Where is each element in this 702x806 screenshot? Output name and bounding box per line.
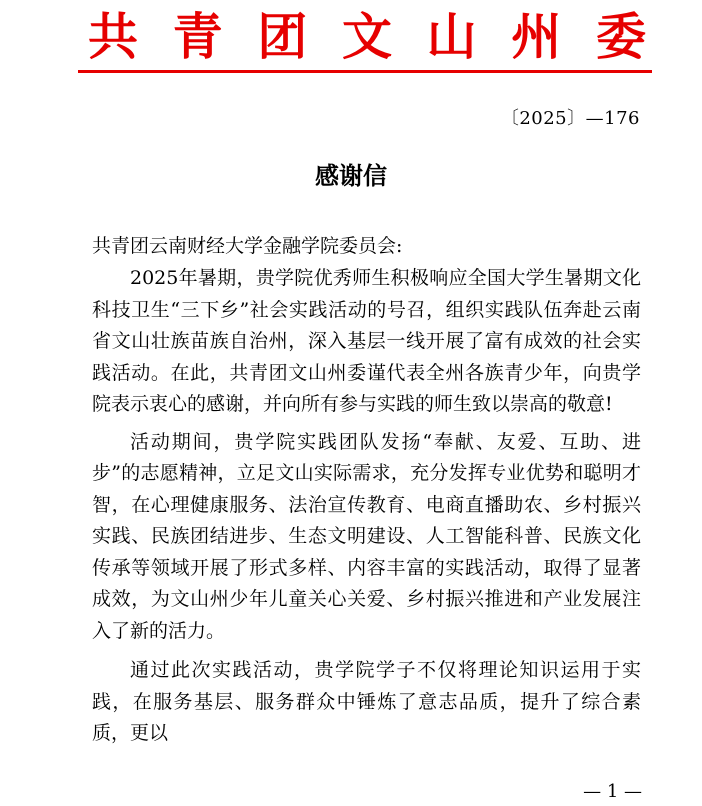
header-red-rule (78, 70, 652, 73)
header-char: 文 (341, 7, 392, 66)
document-number: 〔2025〕—176 (500, 108, 640, 129)
header-char: 山 (426, 7, 477, 66)
header-char: 州 (511, 7, 562, 66)
body-paragraph: 2025年暑期，贵学院优秀师生积极响应全国大学生暑期文化科技卫生“三下乡”社会实践活动的号召，组织实践队伍奔赴云南省文山壮族苗族自治州，深入基层一线开展了富有成效的社会实践活动。在此，共青团文山州委谨代表全州各族青少年，向贵学院表示衷心的感谢，并向所有参与实践的师生致以崇高的敬意! (92, 267, 641, 415)
document-title: 感谢信 (315, 161, 387, 190)
header-char: 青 (172, 7, 223, 66)
salutation: 共青团云南财经大学金融学院委员会: (92, 235, 403, 257)
body-paragraph: 通过此次实践活动，贵学院学子不仅将理论知识运用于实践，在服务基层、服务群众中锤炼了意志品质，提升了综合素质，更以 (92, 659, 641, 744)
body-paragraph: 活动期间，贵学院实践团队发扬“奉献、友爱、互助、进步”的志愿精神，立足文山实际需求，充分发挥专业优势和聪明才智，在心理健康服务、法治宣传教育、电商直播助农、乡村振兴实践、民族团结进步、生态文明建设、人工智能科普、民族文化传承等领域开展了形式多样、内容丰富的实践活动，取得了显著成效，为文山州少年儿童关心关爱、乡村振兴推进和产业发展注入了新的活力。 (92, 430, 641, 642)
header-char: 委 (595, 7, 646, 66)
header-char: 团 (257, 7, 308, 66)
header-char: 共 (88, 7, 138, 66)
issuing-org-header (84, 6, 650, 68)
letter-body (92, 263, 641, 756)
page-number: — 1 — (583, 781, 642, 802)
